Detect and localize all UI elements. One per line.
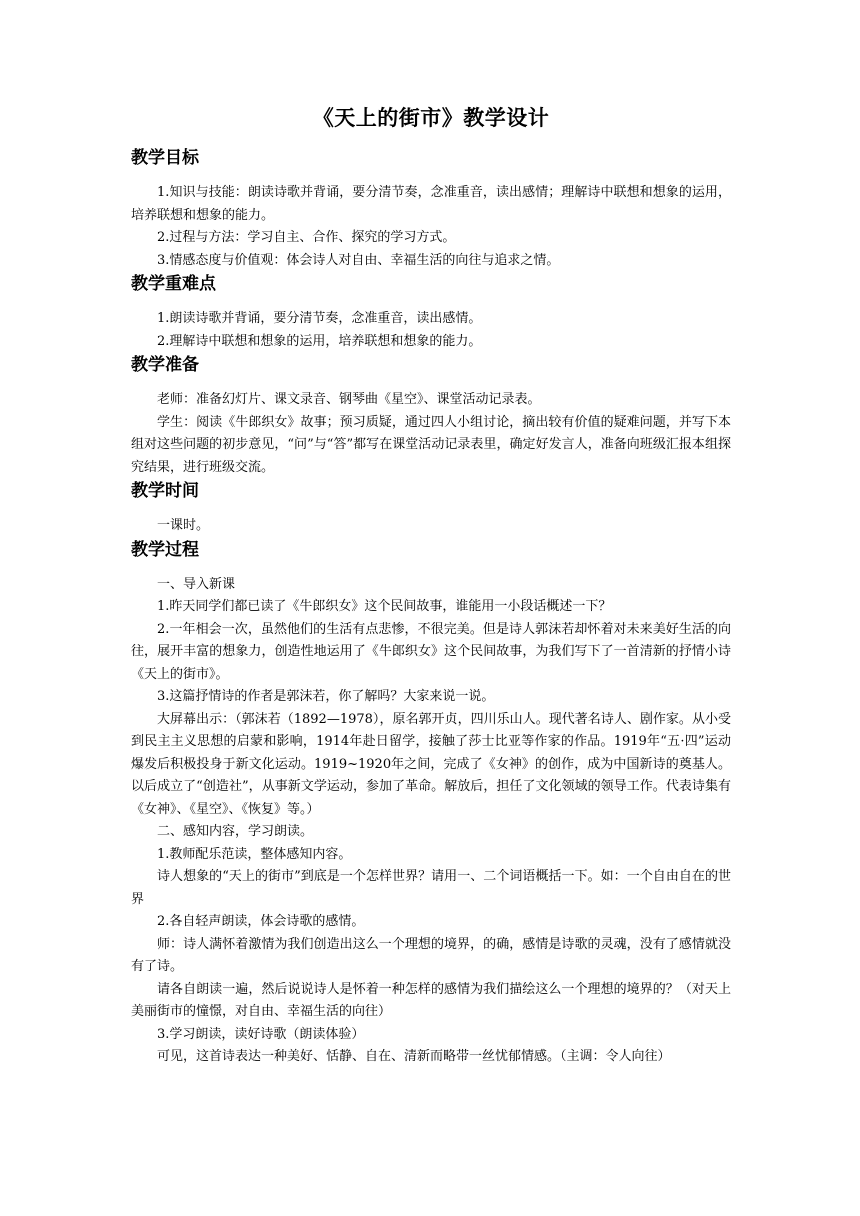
paragraph: 一、导入新课 bbox=[157, 576, 236, 592]
paragraph: 大屏幕出示：（郭沫若（1892—1978），原名郭开贞，四川乐山人。现代著名诗人、剧作家。从小受到民主主义思想的启蒙和影响，1914年赴日留学，接触了莎士比亚等作家的作品。1919年“五·四”运动爆发后积极投身于新文化运动。1919~1920年之间，完成了《女神》的创作，成为中国新诗的奠基人。以后成立了“创造社”，从事新文学运动，参加了革命。解放后，担任了文化领域的领导工作。代表诗集有《女神》、《星空》、《恢复》等。） bbox=[131, 711, 731, 817]
section-key-points bbox=[131, 272, 731, 353]
paragraph: 3.学习朗读，读好诗歌（朗读体验） bbox=[157, 1026, 365, 1042]
paragraph: 师：诗人满怀着激情为我们创造出这么一个理想的境界，的确，感情是诗歌的灵魂，没有了感情就没有了诗。 bbox=[131, 936, 731, 974]
section-body bbox=[131, 182, 731, 272]
paragraph: 3.这篇抒情诗的作者是郭沫若，你了解吗？大家来说一说。 bbox=[157, 689, 495, 704]
paragraph: 一课时。 bbox=[157, 518, 210, 533]
paragraph: 学生：阅读《牛郎织女》故事；预习质疑，通过四人小组讨论，摘出较有价值的疑难问题，并写下本组对这些问题的初步意见，“问”与“答”都写在课堂活动记录表里，确定好发言人，准备向班级汇报本组探究结果，进行班级交流。 bbox=[131, 414, 731, 475]
section-time bbox=[131, 479, 731, 538]
paragraph: 老师：准备幻灯片、课文录音、钢琴曲《星空》、课堂活动记录表。 bbox=[157, 392, 541, 407]
section-preparation bbox=[131, 353, 731, 479]
section-objectives bbox=[131, 146, 731, 272]
section-heading: 教学过程 bbox=[131, 539, 199, 560]
paragraph: 2.各自轻声朗读，体会诗歌的感情。 bbox=[157, 914, 365, 929]
document-content bbox=[131, 102, 731, 1069]
paragraph: 可见，这首诗表达一种美好、恬静、自在、清新而略带一丝忧郁情感。（主调：令人向往） bbox=[157, 1049, 671, 1064]
paragraph: 2.一年相会一次，虽然他们的生活有点悲惨，不很完美。但是诗人郭沫若却怀着对未来美好生活的向往，展开丰富的想象力，创造性地运用了《牛郎织女》这个民间故事，为我们写下了一首清新的抒情小诗《天上的街市》。 bbox=[131, 621, 731, 682]
paragraph: 2.过程与方法：学习自主、合作、探究的学习方式。 bbox=[157, 230, 456, 245]
paragraph: 3.情感态度与价值观：体会诗人对自由、幸福生活的向往与追求之情。 bbox=[157, 252, 560, 268]
section-body bbox=[131, 308, 731, 353]
paragraph: 1.朗读诗歌并背诵，要分清节奏，念准重音，读出感情。 bbox=[157, 311, 482, 326]
paragraph: 诗人想象的“天上的街市”到底是一个怎样世界？请用一、二个词语概括一下。如：一个自由自在的世界 bbox=[131, 869, 731, 907]
section-body bbox=[131, 515, 731, 538]
section-heading: 教学重难点 bbox=[131, 274, 216, 294]
paragraph: 1.知识与技能：朗读诗歌并背诵，要分清节奏，念准重音，读出感情；理解诗中联想和想象的运用，培养联想和想象的能力。 bbox=[131, 185, 731, 223]
section-body bbox=[131, 389, 731, 479]
paragraph: 1.教师配乐范读，整体感知内容。 bbox=[157, 846, 352, 862]
paragraph: 1.昨天同学们都已读了《牛郎织女》这个民间故事，谁能用一小段话概述一下？ bbox=[157, 599, 612, 614]
paragraph: 二、感知内容，学习朗读。 bbox=[157, 824, 314, 839]
section-process bbox=[131, 538, 731, 1069]
paragraph: 请各自朗读一遍，然后说说诗人是怀着一种怎样的感情为我们描绘这么一个理想的境界的？（对天上美丽街市的憧憬，对自由、幸福生活的向往） bbox=[131, 981, 731, 1019]
paragraph: 2.理解诗中联想和想象的运用，培养联想和想象的能力。 bbox=[157, 333, 482, 349]
section-heading: 教学准备 bbox=[131, 355, 199, 375]
section-heading: 教学时间 bbox=[131, 481, 199, 501]
section-body bbox=[131, 574, 731, 1069]
document-title: 《天上的街市》教学设计 bbox=[312, 105, 550, 130]
section-heading: 教学目标 bbox=[131, 148, 199, 168]
